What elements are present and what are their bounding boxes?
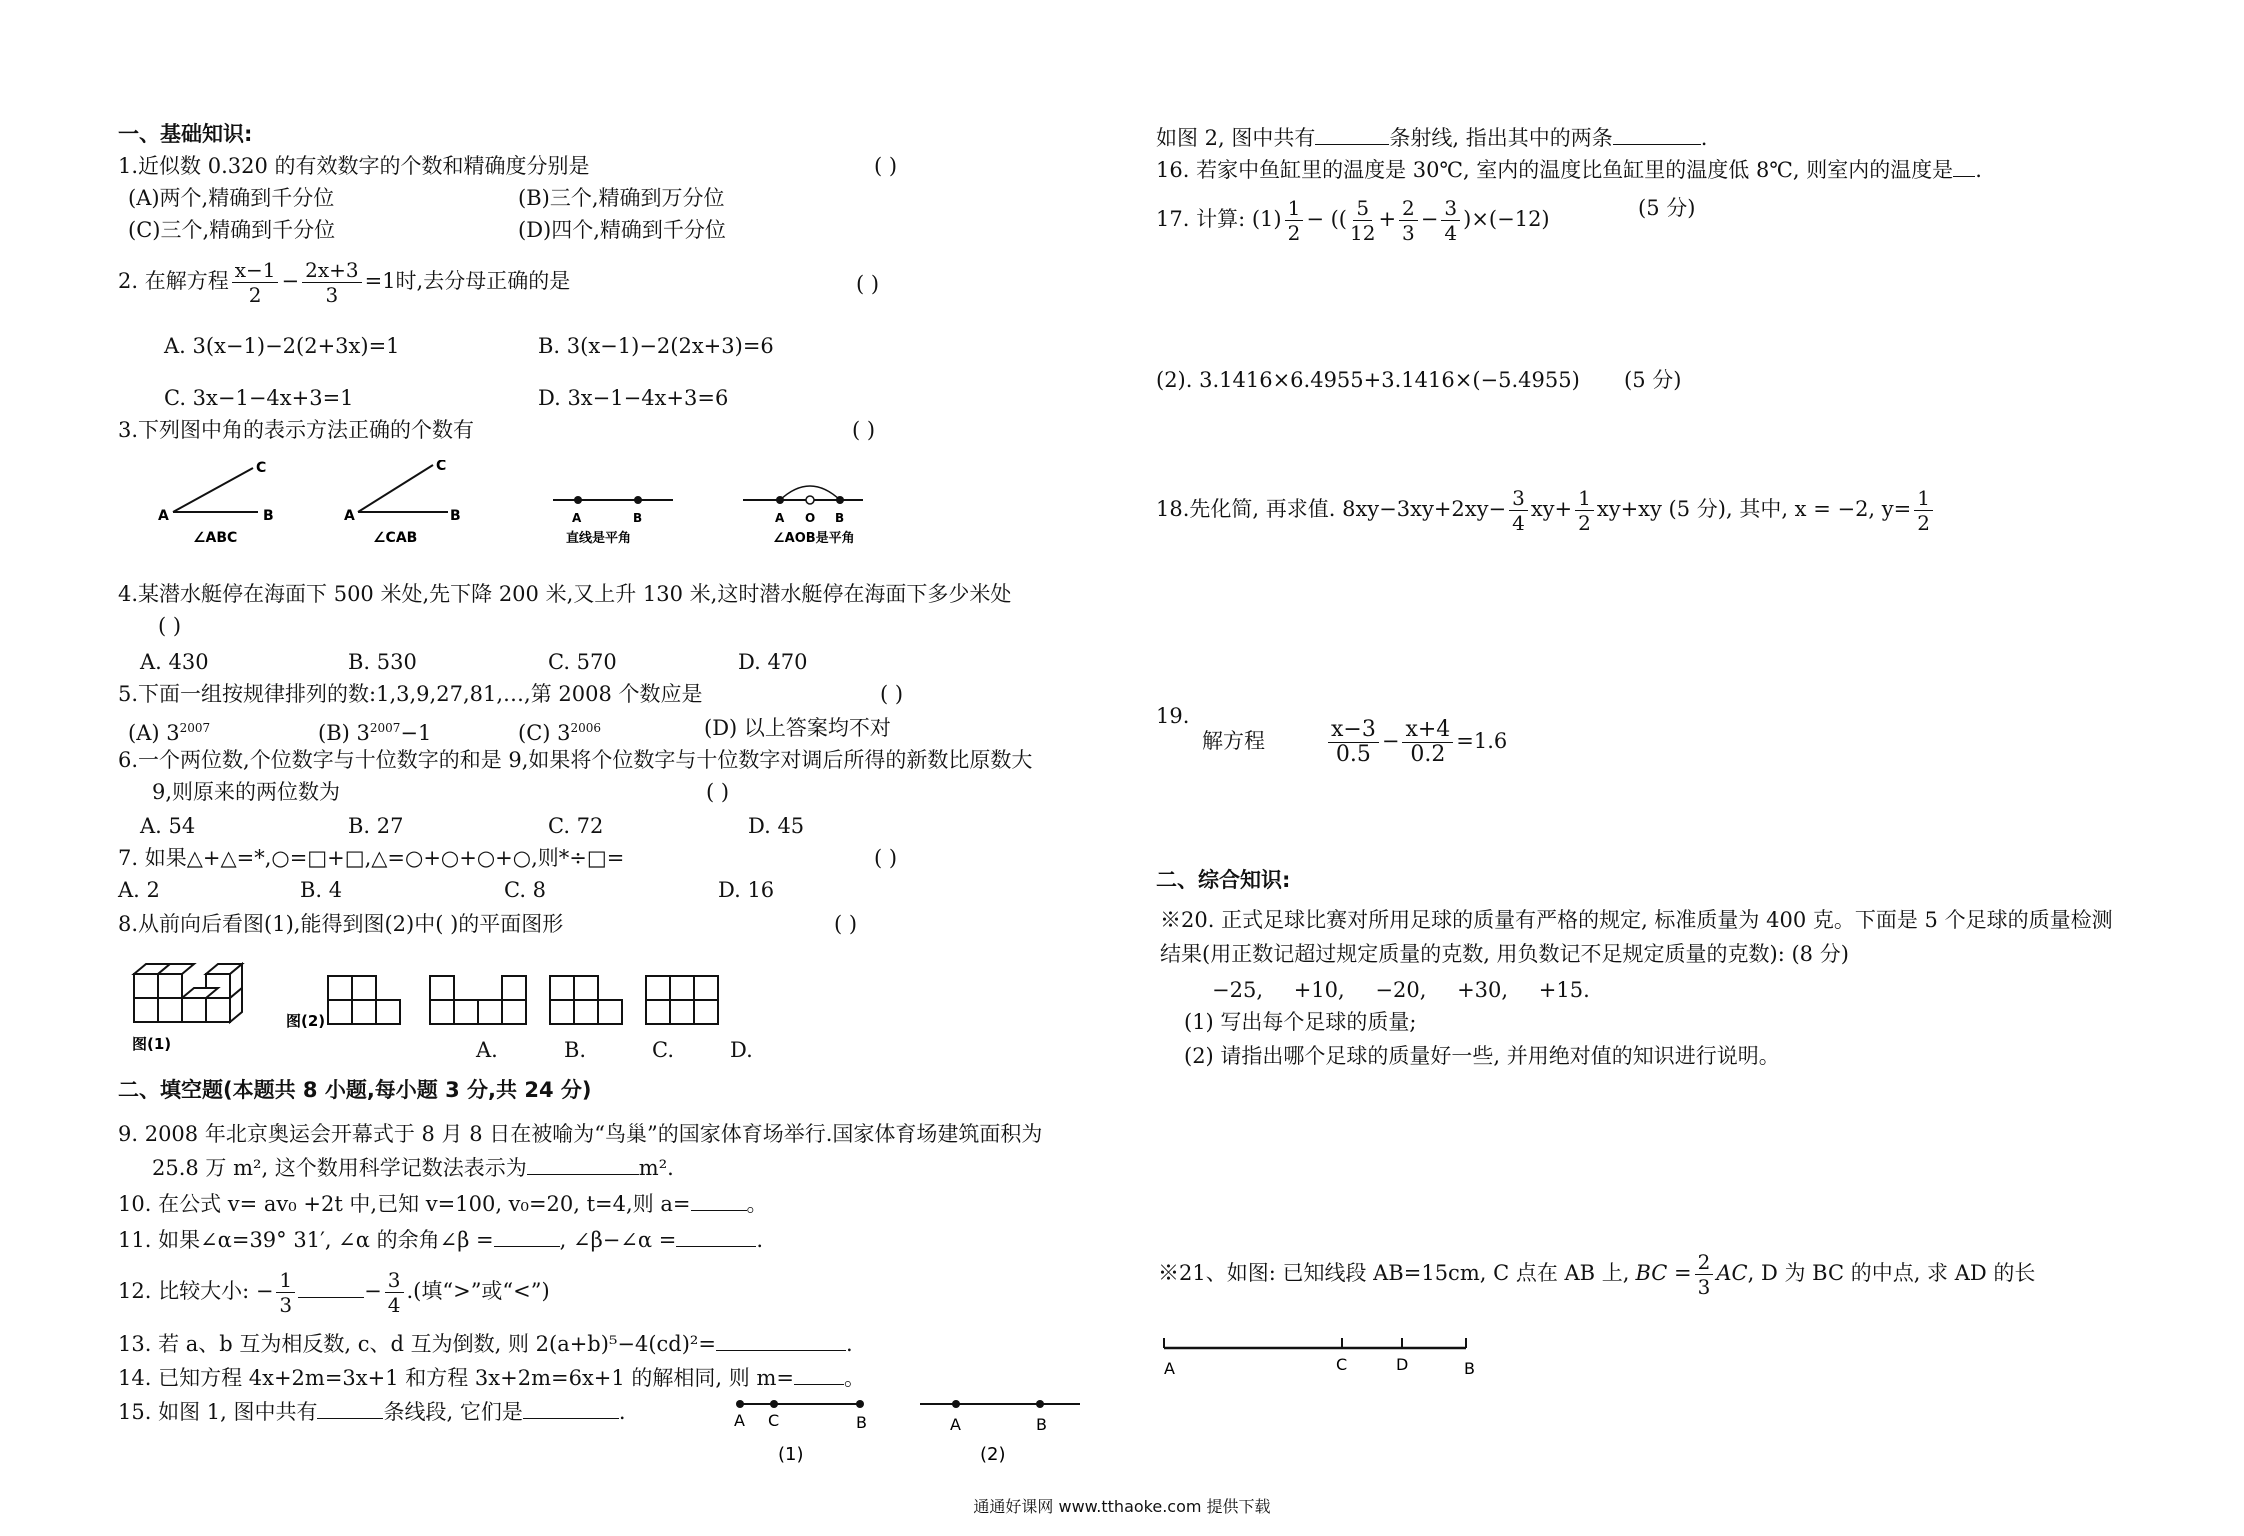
- answer-blank[interactable]: [298, 1277, 364, 1298]
- question-15: 15. 如图 1, 图中共有 条线段, 它们是 .: [118, 1400, 626, 1424]
- angle-figures: [158, 460, 958, 550]
- straight-angle-figure: [743, 486, 863, 546]
- option-a: A.: [476, 1038, 498, 1062]
- option-c: C. 570: [548, 650, 617, 674]
- answer-paren: ( ): [158, 614, 182, 638]
- question-13: 13. 若 a、b 互为相反数, c、d 互为倒数, 则 2(a+b)⁵−4(cd)²= .: [118, 1332, 853, 1356]
- svg-text:B: B: [1464, 1359, 1475, 1378]
- question-9-line-2: 25.8 万 m², 这个数用科学记数法表示为 m².: [152, 1156, 674, 1180]
- question-18: 18.先化简, 再求值. 8xy−3xy+2xy− $\frac{3}{4}$ xy+ $\frac{1}{2}$ xy+xy (5 分), 其中, x = −2, y= $\frac{1}{2}$: [1156, 486, 1936, 535]
- question-16: 16. 若家中鱼缸里的温度是 30℃, 室内的温度比鱼缸里的温度低 8℃, 则室内的温度是 .: [1156, 158, 1982, 182]
- answer-blank[interactable]: [527, 1154, 639, 1175]
- fraction: $\frac{2}{3}$: [1695, 1250, 1714, 1299]
- option-c: C. 72: [548, 814, 604, 838]
- answer-paren: ( ): [880, 682, 904, 706]
- svg-text:C: C: [1336, 1355, 1348, 1374]
- question-20-values: −25, +10, −20, +30, +15.: [1212, 978, 1590, 1002]
- question-20: ※20. 正式足球比赛对所用足球的质量有严格的规定, 标准质量为 400 克。下面是 5 个足球的质量检测: [1160, 908, 2113, 932]
- svg-text:图(1): 图(1): [132, 1035, 172, 1053]
- svg-text:B: B: [835, 511, 845, 525]
- svg-text:A: A: [734, 1411, 745, 1430]
- answer-blank[interactable]: [1613, 124, 1701, 145]
- option-a: (A) $3^{2007}$: [128, 721, 211, 745]
- section-3-title: 二、综合知识:: [1156, 868, 1291, 892]
- question-17-part-1: 17. 计算: (1) $\frac{1}{2}$ − (( $\frac{5}{12}$ + $\frac{2}{3}$ − $\frac{3}{4}$ )×(−12): [1156, 196, 1550, 245]
- svg-text:A: A: [158, 508, 169, 524]
- option-c: (C) $3^{2006}$: [518, 721, 602, 745]
- answer-paren: ( ): [874, 846, 898, 870]
- option-b: (B)三个,精确到万分位: [518, 186, 725, 210]
- option-c: C.: [652, 1038, 674, 1062]
- svg-text:D: D: [1396, 1355, 1409, 1374]
- answer-blank[interactable]: [716, 1330, 846, 1351]
- question-2-text: 2. 在解方程: [118, 269, 229, 293]
- svg-text:∠ABC: ∠ABC: [193, 530, 238, 546]
- answer-blank[interactable]: [494, 1226, 560, 1247]
- angle-figure-1: [158, 460, 274, 546]
- view-option-a: [328, 976, 400, 1024]
- fraction: $\frac{x+4}{0.2}$: [1402, 718, 1453, 767]
- fraction: $\frac{3}{4}$: [1441, 196, 1460, 245]
- fraction: $\frac{3}{4}$: [1509, 486, 1528, 535]
- fraction: $\frac{3}{4}$: [385, 1268, 404, 1317]
- svg-text:C: C: [256, 460, 267, 476]
- option-b: B. 530: [348, 650, 417, 674]
- view-option-b: [430, 976, 526, 1024]
- question-6-line-2: 9,则原来的两位数为: [152, 780, 341, 804]
- answer-paren: ( ): [856, 272, 880, 296]
- angle-figure-2: [344, 460, 461, 546]
- option-d: (D)四个,精确到千分位: [518, 218, 726, 242]
- section-1-title: 一、基础知识:: [118, 122, 253, 146]
- svg-text:A: A: [572, 511, 582, 525]
- option-a: A. 430: [140, 650, 209, 674]
- question-10: 10. 在公式 v= av₀ +2t 中,已知 v=100, v₀=20, t=4,则 a= 。: [118, 1192, 768, 1216]
- question-20-part-2: (2) 请指出哪个足球的质量好一些, 并用绝对值的知识进行说明。: [1184, 1044, 1780, 1068]
- fraction: $\frac{5}{12}$: [1349, 196, 1376, 245]
- option-d: D. 3x−1−4x+3=6: [538, 386, 729, 410]
- option-d: D. 45: [748, 814, 805, 838]
- question-12: 12. 比较大小: − $\frac{1}{3}$ − $\frac{3}{4}$ .(填“>”或“<”): [118, 1268, 550, 1317]
- option-c: C. 8: [504, 878, 547, 902]
- cube-figures: [128, 946, 888, 1056]
- fraction: $\frac{x-1}{2}$: [232, 258, 279, 307]
- question-14: 14. 已知方程 4x+2m=3x+1 和方程 3x+2m=6x+1 的解相同, 则 m= 。: [118, 1366, 865, 1390]
- question-8: 8.从前向后看图(1),能得到图(2)中( )的平面图形: [118, 912, 564, 936]
- option-a: A. 3(x−1)−2(2+3x)=1: [164, 334, 400, 358]
- answer-paren: ( ): [874, 154, 898, 178]
- svg-text:O: O: [805, 511, 816, 525]
- score: (5 分): [1638, 196, 1696, 220]
- svg-text:B: B: [1036, 1415, 1047, 1434]
- question-3: 3.下列图中角的表示方法正确的个数有: [118, 418, 475, 442]
- option-a: A. 54: [140, 814, 196, 838]
- option-a: (A)两个,精确到千分位: [128, 186, 335, 210]
- svg-text:A: A: [950, 1415, 961, 1434]
- svg-text:A: A: [775, 511, 785, 525]
- question-20-line-2: 结果(用正数记超过规定质量的克数, 用负数记不足规定质量的克数): (8 分): [1160, 942, 1849, 966]
- answer-paren: ( ): [834, 912, 858, 936]
- cube-stack-figure: [134, 964, 242, 1022]
- svg-text:B: B: [856, 1413, 867, 1432]
- question-11: 11. 如果∠α=39° 31′, ∠α 的余角∠β = , ∠β−∠α = .: [118, 1228, 764, 1252]
- answer-blank[interactable]: [691, 1190, 747, 1211]
- svg-text:A: A: [1164, 1359, 1175, 1378]
- segment-ab-figure: [1156, 1322, 1476, 1392]
- svg-text:直线是平角: 直线是平角: [566, 531, 632, 546]
- option-b: B.: [564, 1038, 587, 1062]
- answer-blank[interactable]: [523, 1398, 619, 1419]
- option-c: C. 3x−1−4x+3=1: [164, 386, 354, 410]
- question-2: 2. 在解方程 $\frac{x-1}{2}$ − $\frac{2x+3}{3}$ =1时,去分母正确的是: [118, 258, 571, 307]
- answer-blank[interactable]: [1315, 124, 1389, 145]
- question-1: 1.近似数 0.320 的有效数字的个数和精确度分别是: [118, 154, 590, 178]
- question-5: 5.下面一组按规律排列的数:1,3,9,27,81,…,第 2008 个数应是: [118, 682, 703, 706]
- fraction: $\frac{1}{3}$: [276, 1268, 295, 1317]
- svg-text:B: B: [633, 511, 643, 525]
- option-b: B. 3(x−1)−2(2x+3)=6: [538, 334, 774, 358]
- option-b: (B) $3^{2007}-1$: [318, 721, 432, 745]
- answer-paren: ( ): [706, 780, 730, 804]
- fraction: $\frac{2}{3}$: [1399, 196, 1418, 245]
- svg-text:C: C: [768, 1411, 780, 1430]
- score: (5 分): [1624, 368, 1682, 392]
- option-d: D. 470: [738, 650, 808, 674]
- question-9: 9. 2008 年北京奥运会开幕式于 8 月 8 日在被喻为“鸟巢”的国家体育场举行.国家体育场建筑面积为: [118, 1122, 1043, 1146]
- question-4: 4.某潜水艇停在海面下 500 米处,先下降 200 米,又上升 130 米,这时潜水艇停在海面下多少米处: [118, 582, 1012, 606]
- svg-text:图(2): 图(2): [286, 1012, 326, 1030]
- option-a: A. 2: [118, 878, 160, 902]
- view-option-d: [646, 976, 718, 1024]
- footer-credit: 通通好课网 www.tthaoke.com 提供下载: [973, 1497, 1271, 1516]
- svg-text:B: B: [450, 508, 461, 524]
- fraction: $\frac{1}{2}$: [1575, 486, 1594, 535]
- option-b: B. 27: [348, 814, 404, 838]
- fraction: $\frac{1}{2}$: [1914, 486, 1933, 535]
- segment-figure-1: [734, 1400, 867, 1465]
- fraction: $\frac{x-3}{0.5}$: [1328, 718, 1379, 767]
- line-figure: [553, 496, 673, 546]
- svg-text:(2): (2): [980, 1444, 1006, 1465]
- answer-blank[interactable]: [317, 1398, 383, 1419]
- question-17-part-2: (2). 3.1416×6.4955+3.1416×(−5.4955): [1156, 368, 1580, 392]
- question-21: ※21、如图: 已知线段 AB=15cm, C 点在 AB 上, BC = $\frac{2}{3}$ AC, D 为 BC 的中点, 求 AD 的长: [1158, 1250, 2036, 1299]
- question-19: 解方程 $\frac{x-3}{0.5}$ − $\frac{x+4}{0.2}$ =1.6: [1202, 717, 1508, 767]
- section-2-title: 二、填空题(本题共 8 小题,每小题 3 分,共 24 分): [118, 1078, 592, 1102]
- option-b: B. 4: [300, 878, 343, 902]
- answer-paren: ( ): [852, 418, 876, 442]
- option-d: D.: [730, 1038, 753, 1062]
- svg-text:(1): (1): [778, 1444, 804, 1465]
- answer-blank[interactable]: [676, 1226, 756, 1247]
- answer-blank[interactable]: [1953, 156, 1975, 177]
- question-20-part-1: (1) 写出每个足球的质量;: [1184, 1010, 1417, 1034]
- segment-figures: [728, 1380, 1128, 1470]
- svg-text:B: B: [263, 508, 274, 524]
- fraction: $\frac{1}{2}$: [1285, 196, 1304, 245]
- question-15-continued: 如图 2, 图中共有 条射线, 指出其中的两条 .: [1156, 126, 1708, 150]
- svg-text:∠CAB: ∠CAB: [373, 530, 418, 546]
- option-d: D. 16: [718, 878, 775, 902]
- option-d: (D) 以上答案均不对: [704, 716, 891, 740]
- ray-figure-2: [920, 1400, 1080, 1465]
- question-6: 6.一个两位数,个位数字与十位数字的和是 9,如果将个位数字与十位数字对调后所得的新数比原数大: [118, 748, 1033, 772]
- svg-text:A: A: [344, 508, 355, 524]
- fraction: $\frac{2x+3}{3}$: [302, 258, 362, 307]
- svg-text:C: C: [436, 460, 447, 474]
- svg-text:∠AOB是平角: ∠AOB是平角: [773, 531, 855, 546]
- question-7: 7. 如果△+△=*,○=□+□,△=○+○+○+○,则*÷□=: [118, 846, 625, 870]
- question-19-number: 19.: [1156, 704, 1190, 728]
- option-c: (C)三个,精确到千分位: [128, 218, 336, 242]
- view-option-c: [550, 976, 622, 1024]
